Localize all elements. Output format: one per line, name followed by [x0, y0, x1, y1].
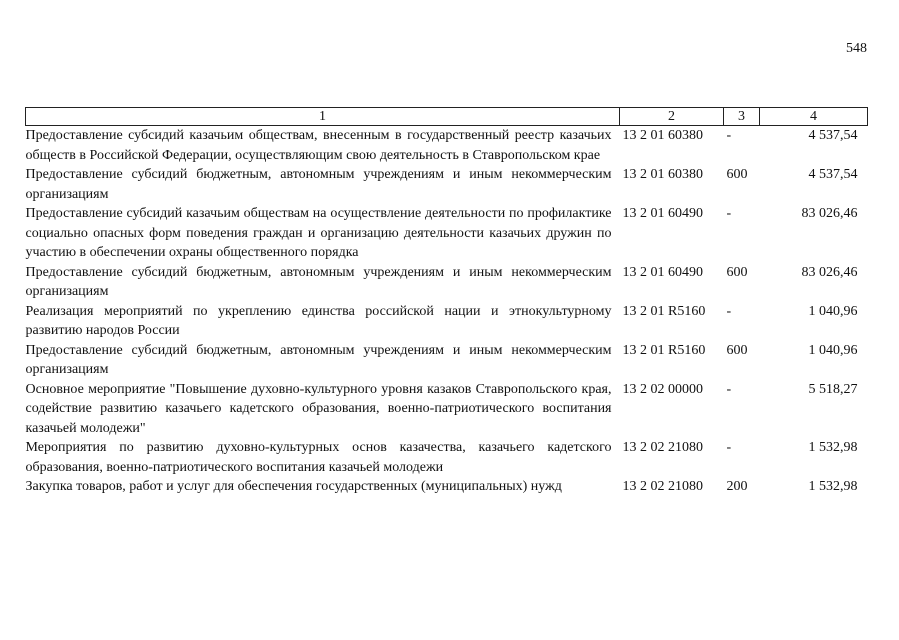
row-sum: 1 532,98	[808, 440, 858, 455]
row-sum: 4 537,54	[808, 167, 858, 182]
row-name: Мероприятия по развитию духовно-культурных основ казачества, казачьего кадетского образования, военно-патриотического воспитания казачьей молодежи	[25, 440, 612, 475]
page-number: 548	[846, 41, 867, 56]
row-name: Предоставление субсидий казачьим обществам, внесенным в государственный реестр казачьих обществ в Российской Федерации, осуществляющим свою деятельность в Ставропольском крае	[25, 128, 612, 163]
row-sum: 1 040,96	[808, 342, 858, 358]
row-name: Предоставление субсидий бюджетным, автономным учреждениям и иным некоммерческим организациям	[25, 342, 612, 377]
row-code: 13 2 01 R5160	[622, 342, 706, 358]
row-name: Предоставление субсидий бюджетным, автономным учреждениям и иным некоммерческим организациям	[25, 167, 612, 202]
table-row	[26, 438, 868, 477]
row-sum: 4 537,54	[808, 128, 858, 143]
row-name: Реализация мероприятий по укреплению единства российской нации и этнокультурному развитию народов России	[25, 303, 612, 338]
row-code: 13 2 01 60490	[622, 206, 703, 221]
header-col-3: 3	[724, 108, 760, 126]
header-col-1: 1	[26, 108, 620, 126]
table-header-row	[26, 108, 868, 126]
row-sum: 83 026,46	[801, 206, 858, 221]
row-sum: 1 040,96	[808, 303, 858, 319]
row-sum: 1 532,98	[808, 479, 858, 494]
row-vr: 200	[726, 479, 748, 494]
header-col-4: 4	[760, 108, 868, 126]
row-code: 13 2 01 R5160	[622, 303, 706, 319]
row-vr: 600	[726, 167, 748, 182]
header-col-2: 2	[620, 108, 724, 126]
row-name: Основное мероприятие "Повышение духовно-культурного уровня казаков Ставропольского края, содействие развитию казачьего кадетского образования, военно-патриотического воспитания казачьей молодежи"	[25, 381, 612, 436]
row-vr: 600	[726, 342, 748, 358]
row-vr: -	[726, 128, 732, 143]
row-sum: 5 518,27	[808, 381, 858, 397]
row-sum: 83 026,46	[801, 264, 858, 280]
table-row	[26, 477, 868, 497]
row-code: 13 2 02 21080	[622, 440, 703, 455]
row-vr: -	[726, 303, 732, 319]
table-row	[26, 126, 868, 166]
table-row	[26, 204, 868, 263]
budget-table	[25, 107, 868, 497]
table-row	[26, 341, 868, 380]
row-vr: 600	[726, 264, 748, 280]
row-name: Предоставление субсидий бюджетным, автономным учреждениям и иным некоммерческим организациям	[25, 264, 612, 299]
row-code: 13 2 01 60490	[622, 264, 703, 280]
row-code: 13 2 02 21080	[622, 479, 703, 494]
row-name: Закупка товаров, работ и услуг для обеспечения государственных (муниципальных) нужд	[25, 479, 562, 494]
row-vr: -	[726, 381, 732, 397]
row-code: 13 2 01 60380	[622, 167, 703, 182]
table-row	[26, 380, 868, 439]
row-vr: -	[726, 440, 732, 455]
row-name: Предоставление субсидий казачьим обществам на осуществление деятельности по профилактике социально опасных форм поведения граждан и организацию деятельности казачьих дружин по участию в обеспечении охраны общественного порядка	[25, 206, 612, 260]
row-code: 13 2 02 00000	[622, 381, 703, 397]
row-code: 13 2 01 60380	[622, 128, 703, 143]
row-vr: -	[726, 206, 732, 221]
table-row	[26, 165, 868, 204]
table-row	[26, 302, 868, 341]
table-row	[26, 263, 868, 302]
